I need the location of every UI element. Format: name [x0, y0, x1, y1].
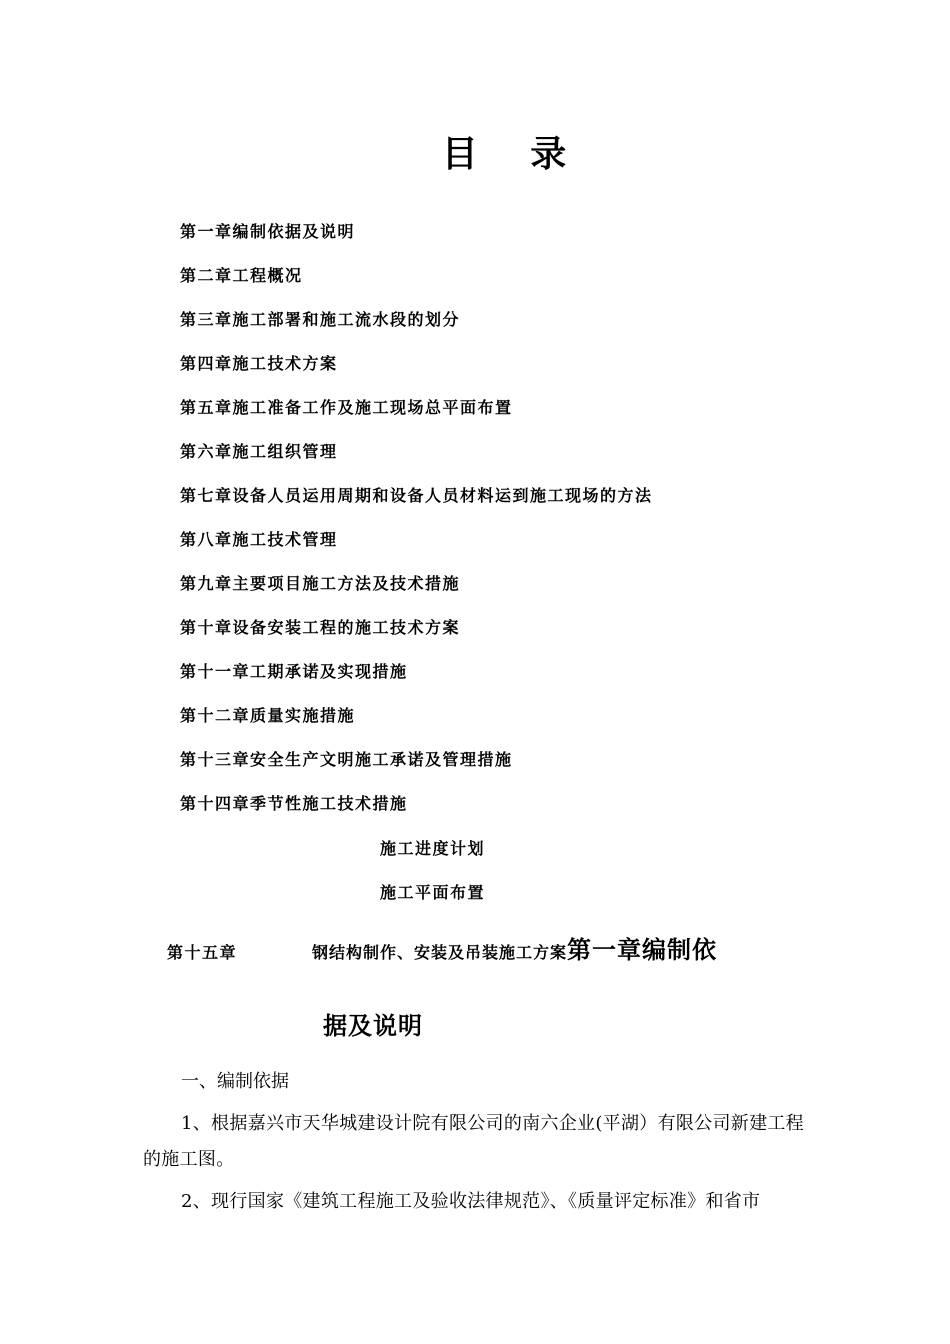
toc-item: 第一章编制依据及说明 [180, 222, 356, 241]
toc-item: 第二章工程概况 [180, 266, 303, 285]
toc-title: 目 录 [441, 134, 587, 175]
toc-item: 第十章设备安装工程的施工技术方案 [180, 618, 461, 637]
toc-item: 第五章施工准备工作及施工现场总平面布置 [180, 398, 513, 417]
toc-item: 第十四章季节性施工技术措施 [180, 794, 408, 813]
toc-item: 第七章设备人员运用周期和设备人员材料运到施工现场的方法 [180, 486, 653, 505]
toc-item: 第八章施工技术管理 [180, 530, 338, 549]
toc-chapter15-line [167, 930, 717, 965]
toc-item: 第十一章工期承诺及实现措施 [180, 662, 408, 681]
chapter-heading-end: 据及说明 [323, 1012, 423, 1040]
toc-list [180, 218, 653, 834]
toc-item: 第三章施工部署和施工流水段的划分 [180, 310, 461, 329]
toc-chapter15-label: 第十五章 [167, 943, 238, 962]
toc-chapter15-title: 钢结构制作、安装及吊装施工方案 [312, 943, 568, 962]
body-paragraph: 2、现行国家《建筑工程施工及验收法律规范》、《质量评定标准》和省市 [181, 1191, 761, 1212]
toc-item: 第十三章安全生产文明施工承诺及管理措施 [180, 750, 513, 769]
toc-item: 第十二章质量实施措施 [180, 706, 356, 725]
toc-item: 第四章施工技术方案 [180, 354, 338, 373]
toc-sub-item: 施工进度计划 [380, 839, 486, 858]
section-heading: 一、编制依据 [181, 1071, 289, 1092]
body-paragraph: 1、根据嘉兴市天华城建设计院有限公司的南六企业(平湖）有限公司新建工程的施工图。 [143, 1113, 804, 1170]
chapter-heading-start: 第一章编制依 [567, 936, 718, 964]
toc-item: 第九章主要项目施工方法及技术措施 [180, 574, 461, 593]
toc-sub-item: 施工平面布置 [380, 883, 486, 902]
toc-item: 第六章施工组织管理 [180, 442, 338, 461]
